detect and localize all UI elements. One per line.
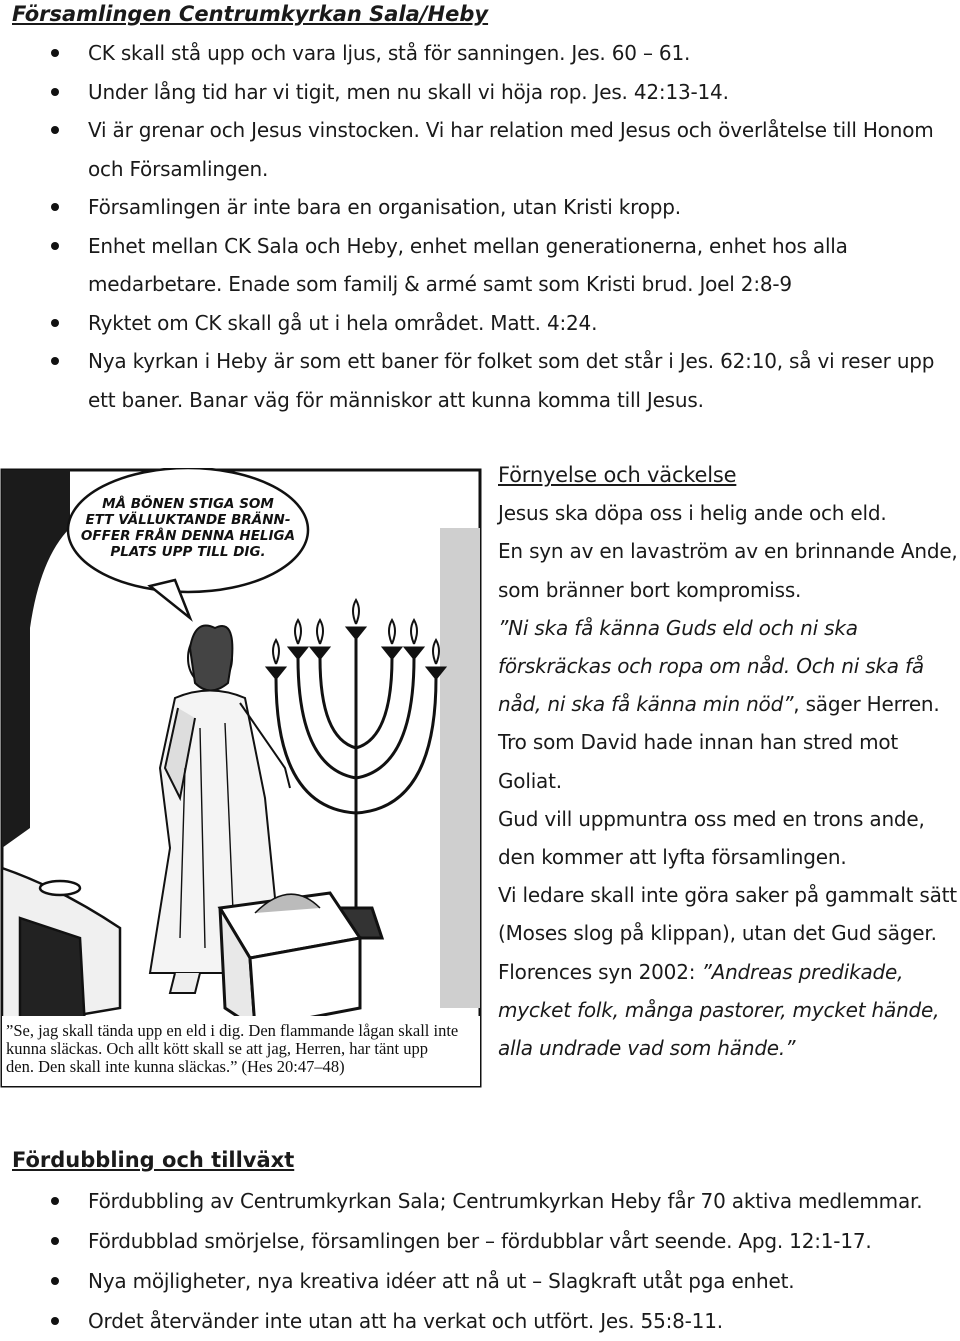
list-item: Vi är grenar och Jesus vinstocken. Vi har relation med Jesus och överlåtelse till Honom och Församlingen. [0,111,960,188]
church-bullet-list [0,34,960,419]
list-item: Fördubbling av Centrumkyrkan Sala; Centrumkyrkan Heby får 70 aktiva medlemmar. [0,1181,960,1221]
revival-column [498,456,958,1067]
quote-suffix: , säger Herren. [793,692,940,717]
section-title-growth: Fördubbling och tillväxt [12,1148,295,1172]
revival-line: Jesus ska döpa oss i helig ande och eld. [498,501,887,526]
vision-quote: ”Andreas predikade, mycket folk, många pastorer, mycket hände, alla undrade vad som hände.” [498,959,940,1061]
comic-drawing [0,468,484,1088]
comic-illustration [0,468,484,1088]
list-item: Nya möjligheter, nya kreativa idéer att nå ut – Slagkraft utåt pga enhet. [0,1261,960,1301]
revival-line: En syn av en lavaström av en brinnande Ande, som bränner bort kompromiss. [498,539,958,602]
background-pillar [440,528,480,1008]
list-item: CK skall stå upp och vara ljus, stå för sanningen. Jes. 60 – 61. [0,34,960,73]
revival-vision [498,953,958,1068]
quote-text: ”Ni ska få känna Guds eld och ni ska förskräckas och ropa om nåd. Och ni ska få nåd, ni ska få känna min nöd” [498,615,924,717]
bubble-line: PLATS UPP TILL DIG. [110,544,266,560]
bubble-line: OFFER FRÅN DENNA HELIGA [80,528,296,544]
list-item: Fördubblad smörjelse, församlingen ber – fördubblar vårt seende. Apg. 12:1-17. [0,1221,960,1261]
list-item: Ryktet om CK skall gå ut i hela området. Matt. 4:24. [0,304,960,343]
altar [220,893,360,1028]
list-item: Ordet återvänder inte utan att ha verkat och utfört. Jes. 55:8-11. [0,1301,960,1341]
list-item: Nya kyrkan i Heby är som ett baner för folket som det står i Jes. 62:10, så vi reser upp ett baner. Banar väg för människor att kunna komma till Jesus. [0,342,960,419]
caption-line: kunna släckas. Och allt kött skall se att jag, Herren, har tänt upp [6,1039,428,1058]
revival-quote [498,609,958,724]
caption-line: ”Se, jag skall tända upp en eld i dig. Den flammande lågan skall inte [6,1021,459,1040]
list-item: Under lång tid har vi tigit, men nu skall vi höja rop. Jes. 42:13-14. [0,73,960,112]
vision-prefix: Florences syn 2002: [498,959,702,984]
section-title-church: Församlingen Centrumkyrkan Sala/Heby [12,2,489,26]
revival-heading: Förnyelse och väckelse [498,463,737,487]
list-item: Enhet mellan CK Sala och Heby, enhet mellan generationerna, enhet hos alla medarbetare. Enade som familj & armé samt som Kristi brud. Joel 2:8-9 [0,227,960,304]
bubble-line: MÅ BÖNEN STIGA SOM [102,496,274,512]
bubble-line: ETT VÄLLUKTANDE BRÄNN- [85,512,291,528]
revival-line: Tro som David hade innan han stred mot Goliat. [498,730,899,793]
growth-bullet-list [0,1181,960,1341]
caption-line: den. Den skall inte kunna släckas.” (Hes 20:47–48) [6,1057,345,1076]
revival-line: Gud vill uppmuntra oss med en trons ande, den kommer att lyfta församlingen. [498,806,925,870]
revival-line: Vi ledare skall inte göra saker på gammalt sätt (Moses slog på klippan), utan det Gud säger. [498,883,957,946]
list-item: Församlingen är inte bara en organisation, utan Kristi kropp. [0,188,960,227]
